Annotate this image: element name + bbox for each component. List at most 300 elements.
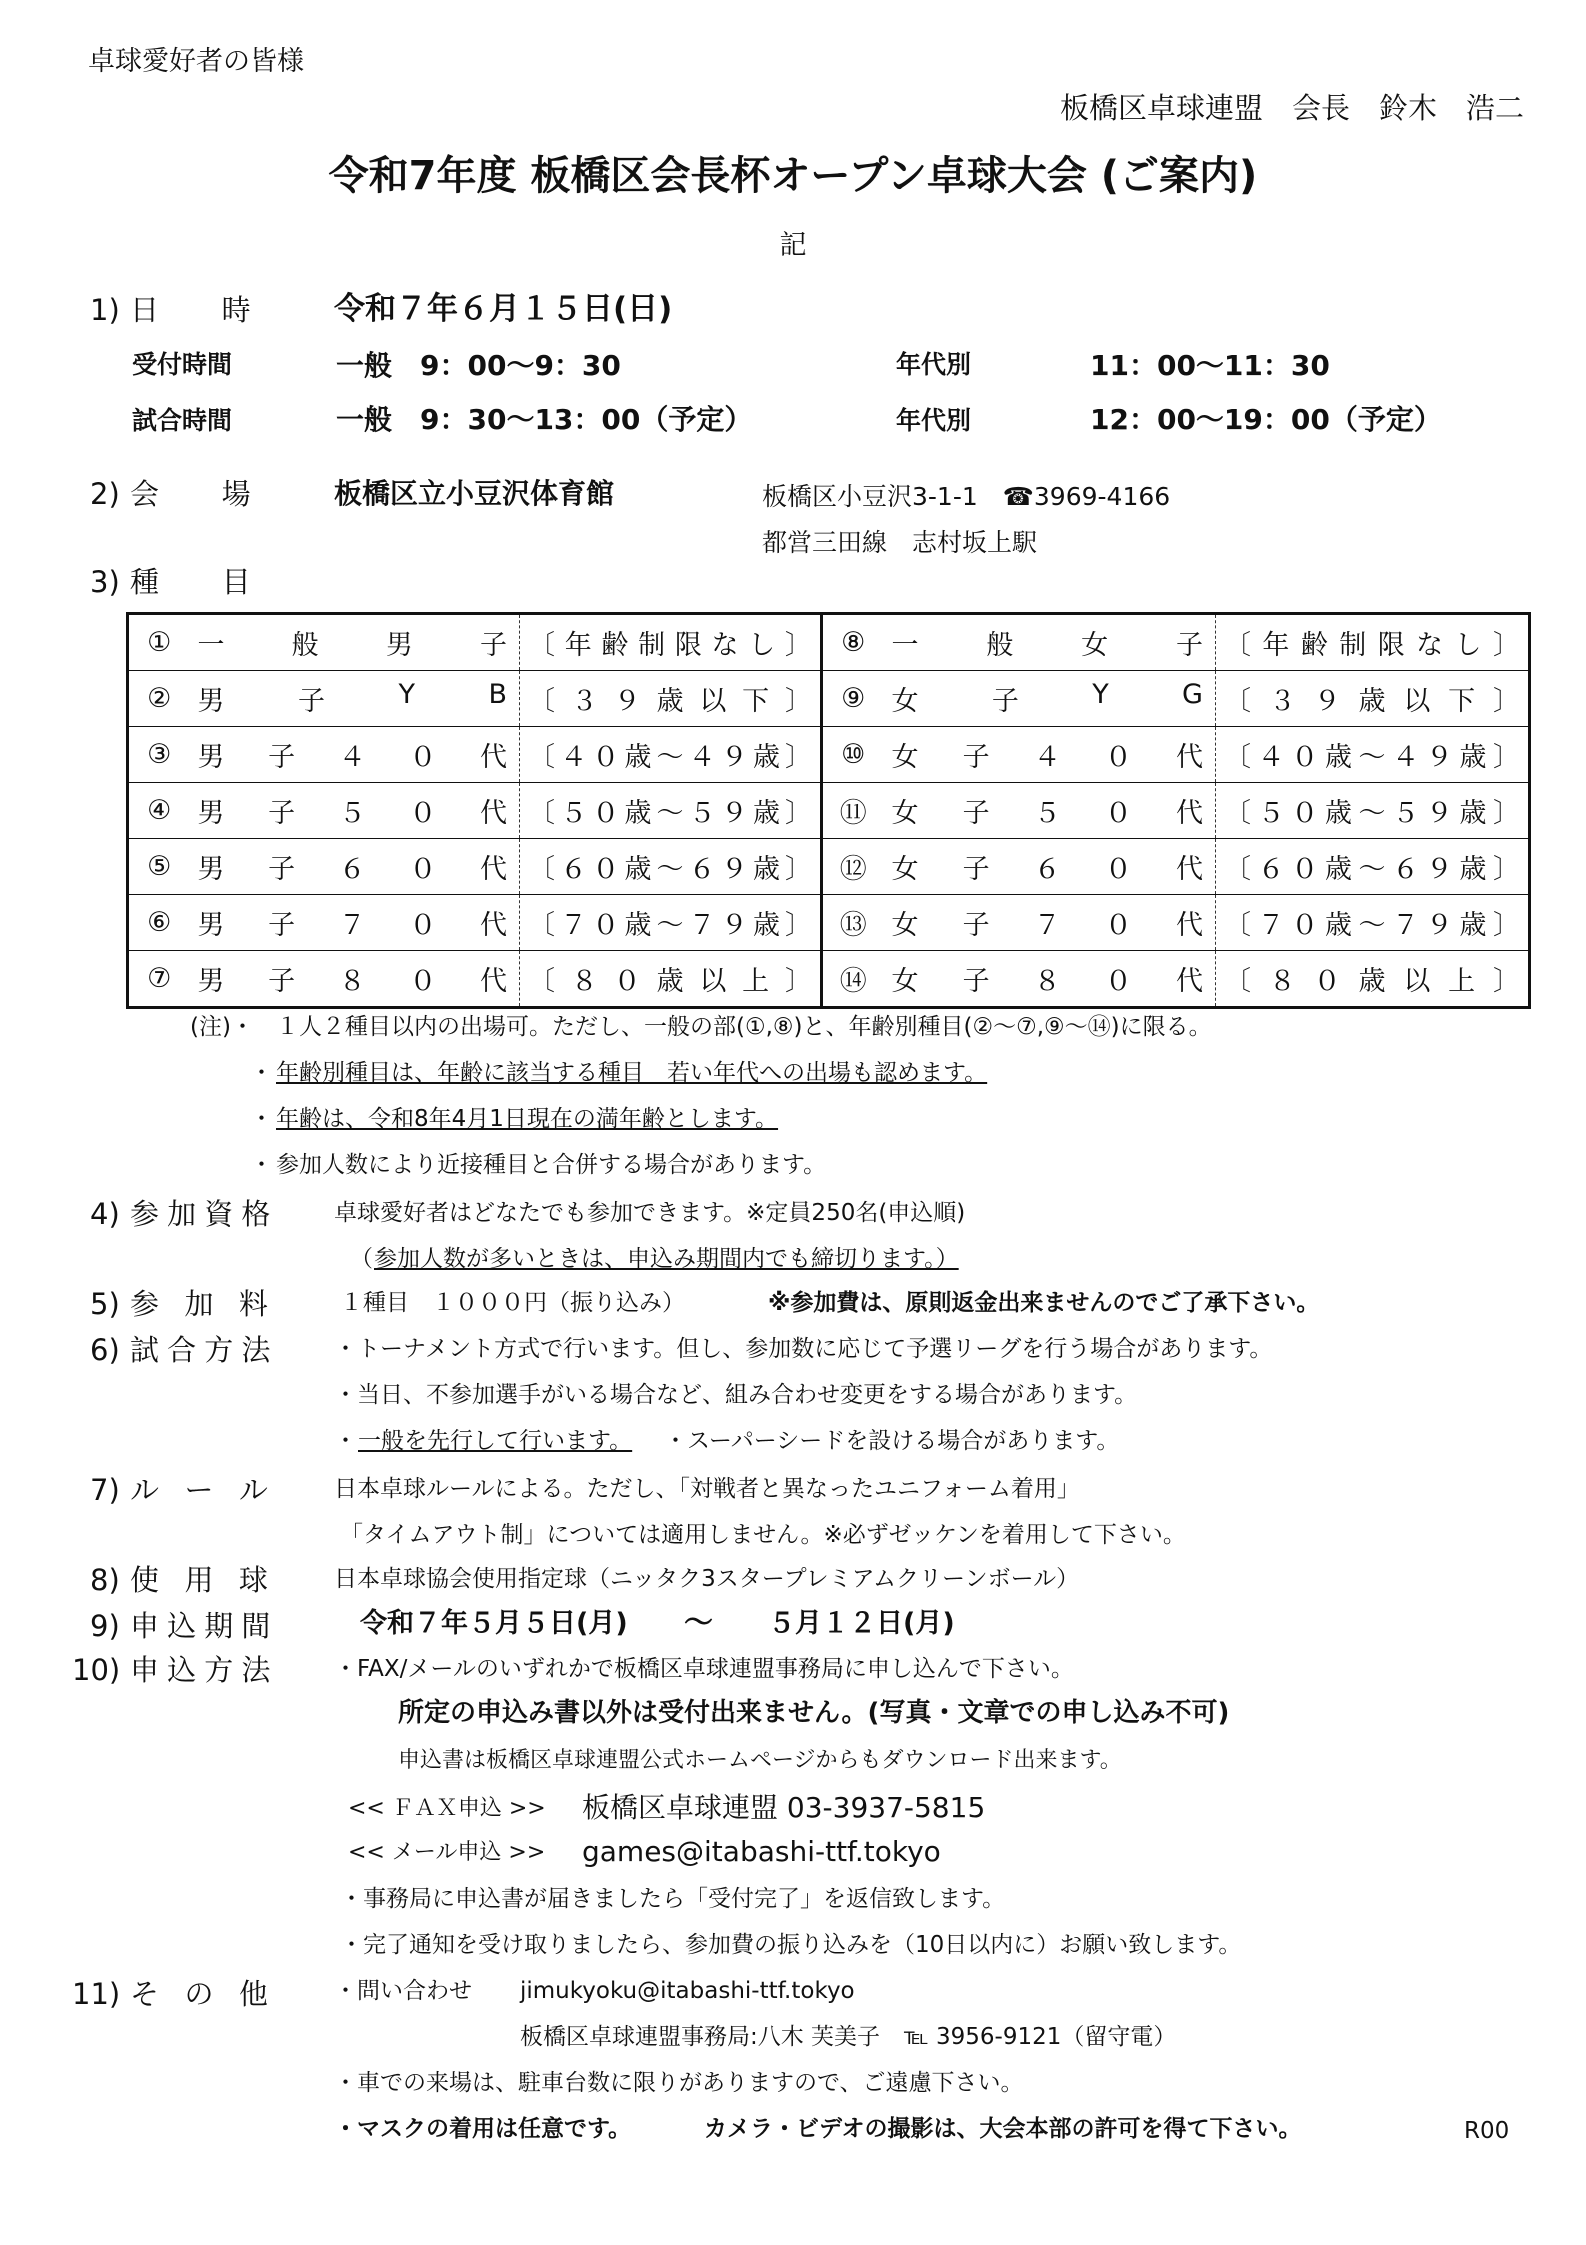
- name-char: 男: [197, 742, 225, 773]
- name-char: ０: [1104, 854, 1132, 885]
- limit-char: 限: [674, 630, 702, 661]
- limit-char: 〕: [1492, 630, 1520, 661]
- note-2-bullet: ・: [250, 1060, 273, 1086]
- women-age-limit-chars: [1224, 791, 1520, 830]
- name-char: ０: [1104, 966, 1132, 997]
- s6-label: 試合方法: [130, 1333, 279, 1367]
- limit-char: 年: [1262, 630, 1290, 661]
- name-char: ０: [409, 910, 437, 941]
- men-event-name: [190, 895, 520, 951]
- name-char: 子: [962, 910, 990, 941]
- men-event-name-chars: [198, 679, 512, 718]
- women-age-limit: [1216, 839, 1530, 895]
- reception-label: 受付時間: [132, 350, 233, 379]
- office-tel: ℡ 3956-9121（留守電）: [904, 2024, 1177, 2050]
- limit-char: ０: [1291, 854, 1319, 885]
- name-char: ８: [338, 966, 366, 997]
- limit-char: 齢: [1300, 630, 1328, 661]
- women-event-name-chars: [892, 623, 1208, 662]
- limit-char: 〕: [784, 630, 812, 661]
- men-event-number: ⑥: [128, 895, 190, 951]
- fax-label: << ＦＡＸ申込 >>: [348, 1796, 546, 1821]
- limit-char: ０: [592, 798, 620, 829]
- limit-char: ６: [1392, 854, 1420, 885]
- name-char: ５: [1033, 798, 1061, 829]
- sender: 板橋区卓球連盟 会長 鈴木 浩二: [1059, 91, 1524, 125]
- limit-char: 歳: [656, 966, 684, 997]
- name-char: 代: [1176, 742, 1203, 773]
- name-char: B: [488, 679, 507, 710]
- match-age: 12：00～19：00（予定）: [1090, 403, 1442, 436]
- men-age-limit-chars: [528, 847, 812, 886]
- limit-char: ４: [560, 742, 588, 773]
- s10-form-warning: 所定の申込み書以外は受付出来ません。(写真・文章での申し込み不可): [398, 1698, 1230, 1728]
- women-event-name-chars: [892, 847, 1208, 886]
- s6-line-3b: ・スーパーシードを設ける場合があります。: [664, 1428, 1120, 1454]
- women-event-number: ⑧: [822, 614, 884, 671]
- name-char: 代: [480, 798, 507, 829]
- camera-notice: カメラ・ビデオの撮影は、大会本部の許可を得て下さい。: [704, 2116, 1302, 2142]
- s11-label: そ の 他: [130, 1977, 277, 2011]
- name-char: ０: [409, 742, 437, 773]
- men-event-number: ⑤: [128, 839, 190, 895]
- limit-char: な: [711, 630, 739, 661]
- s1-label: 日 時: [130, 293, 259, 327]
- entry-fee: １種目 １０００円（振り込み）: [340, 1290, 685, 1316]
- name-char: 子: [962, 798, 990, 829]
- limit-char: ９: [613, 686, 641, 717]
- s10-download: 申込書は板橋区卓球連盟公式ホームページからもダウンロード出来ます。: [398, 1748, 1122, 1773]
- table-row: [128, 727, 1530, 783]
- limit-char: 〕: [785, 798, 812, 829]
- limit-char: ３: [570, 686, 598, 717]
- women-age-limit-chars: [1224, 679, 1520, 718]
- limit-char: ７: [1392, 910, 1420, 941]
- limit-char: ０: [592, 910, 620, 941]
- limit-char: ０: [1291, 798, 1319, 829]
- name-char: 子: [479, 630, 507, 661]
- limit-char: 上: [742, 966, 770, 997]
- men-event-name-chars: [198, 623, 512, 662]
- limit-char: な: [1416, 630, 1444, 661]
- note-4-bullet: ・: [250, 1152, 273, 1178]
- limit-char: ９: [1425, 742, 1453, 773]
- limit-char: 下: [742, 686, 770, 717]
- mail-address: games@itabashi-ttf.tokyo: [582, 1835, 941, 1868]
- name-char: Y: [398, 679, 415, 710]
- limit-char: ０: [1313, 966, 1341, 997]
- s2-label: 会 場: [130, 477, 259, 511]
- limit-char: ～: [1358, 742, 1386, 773]
- name-char: 男: [385, 630, 413, 661]
- name-char: 子: [1175, 630, 1203, 661]
- women-event-name-chars: [892, 735, 1208, 774]
- men-age-limit-chars: [528, 679, 812, 718]
- match-age-label: 年代別: [896, 406, 972, 435]
- s10-line-5: ・完了通知を受け取りましたら、参加費の振り込みを（10日以内に）お願い致します。: [340, 1932, 1242, 1958]
- limit-char: ９: [720, 910, 748, 941]
- limit-char: 歳: [1459, 798, 1487, 829]
- limit-char: 歳: [1459, 910, 1487, 941]
- limit-char: ０: [613, 966, 641, 997]
- s5-label: 参 加 料: [130, 1287, 277, 1321]
- men-event-name-chars: [198, 959, 512, 998]
- women-event-name: [884, 951, 1216, 1008]
- limit-char: 〔: [528, 742, 555, 773]
- name-char: 般: [986, 630, 1014, 661]
- women-age-limit-chars: [1224, 735, 1520, 774]
- table-row: [128, 783, 1530, 839]
- women-event-name: [884, 727, 1216, 783]
- women-age-limit-chars: [1224, 623, 1520, 662]
- table-row: [128, 895, 1530, 951]
- fax-number: 板橋区卓球連盟 03-3937-5815: [582, 1791, 986, 1824]
- name-char: ０: [409, 854, 437, 885]
- limit-char: 歳: [1324, 742, 1352, 773]
- office-contact: 板橋区卓球連盟事務局:八木 芙美子: [520, 2024, 881, 2050]
- limit-char: ０: [592, 854, 620, 885]
- limit-char: ７: [688, 910, 716, 941]
- s8-label: 使 用 球: [130, 1563, 277, 1597]
- s3-label: 種 目: [130, 565, 259, 599]
- name-char: 男: [197, 686, 225, 717]
- limit-char: ４: [1392, 742, 1420, 773]
- name-char: 一: [197, 630, 225, 661]
- name-char: ７: [1033, 910, 1061, 941]
- women-event-name: [884, 783, 1216, 839]
- name-char: 代: [1176, 798, 1203, 829]
- limit-char: 歳: [1324, 910, 1352, 941]
- s6-line-3-bullet: ・: [334, 1428, 357, 1454]
- men-age-limit-chars: [528, 903, 812, 942]
- name-char: ５: [338, 798, 366, 829]
- men-event-name: [190, 671, 520, 727]
- women-age-limit-chars: [1224, 959, 1520, 998]
- name-char: ６: [338, 854, 366, 885]
- s6-num: 6): [90, 1333, 120, 1367]
- limit-char: 歳: [1324, 854, 1352, 885]
- s9-label: 申込期間: [130, 1609, 279, 1643]
- limit-char: 〔: [1224, 798, 1251, 829]
- s8-num: 8): [90, 1563, 120, 1597]
- refund-warning: ※参加費は、原則返金出来ませんのでご了承下さい。: [768, 1290, 1320, 1316]
- limit-char: ～: [656, 854, 684, 885]
- name-char: 代: [480, 910, 507, 941]
- apply-start: 令和７年５月５日(月): [360, 1608, 628, 1639]
- limit-char: ９: [720, 798, 748, 829]
- name-char: 代: [1176, 966, 1203, 997]
- women-event-name: [884, 671, 1216, 727]
- s1-num: 1): [90, 293, 120, 327]
- name-char: 子: [268, 798, 296, 829]
- limit-char: ７: [560, 910, 588, 941]
- limit-char: ０: [592, 742, 620, 773]
- name-char: ０: [1104, 798, 1132, 829]
- name-char: 男: [197, 910, 225, 941]
- s10-line-4: ・事務局に申込書が届きましたら「受付完了」を返信致します。: [340, 1886, 1006, 1912]
- men-event-name: [190, 951, 520, 1008]
- name-char: ４: [1033, 742, 1061, 773]
- note-prefix: (注)・: [190, 1014, 254, 1040]
- table-row: [128, 671, 1530, 727]
- women-age-limit: [1216, 895, 1530, 951]
- women-event-name-chars: [892, 791, 1208, 830]
- name-char: 女: [891, 686, 919, 717]
- limit-char: ４: [1257, 742, 1285, 773]
- name-char: ７: [338, 910, 366, 941]
- limit-char: 〕: [1493, 854, 1520, 885]
- limit-char: 歳: [1358, 966, 1386, 997]
- limit-char: 歳: [752, 742, 780, 773]
- name-char: ０: [409, 966, 437, 997]
- s3-num: 3): [90, 565, 120, 599]
- name-char: 子: [268, 854, 296, 885]
- limit-char: ９: [1425, 854, 1453, 885]
- men-event-name: [190, 783, 520, 839]
- limit-char: ０: [1291, 742, 1319, 773]
- limit-char: ～: [656, 742, 684, 773]
- limit-char: 〕: [1493, 910, 1520, 941]
- name-char: 男: [197, 854, 225, 885]
- limit-char: 〕: [1493, 742, 1520, 773]
- limit-char: ９: [1425, 798, 1453, 829]
- limit-char: ３: [1268, 686, 1296, 717]
- limit-char: 歳: [752, 910, 780, 941]
- limit-char: 〔: [1224, 630, 1251, 661]
- name-char: 子: [991, 686, 1019, 717]
- name-char: ０: [1104, 742, 1132, 773]
- limit-char: ５: [560, 798, 588, 829]
- men-age-limit-chars: [528, 735, 812, 774]
- name-char: ６: [1033, 854, 1061, 885]
- s9-num: 9): [90, 1609, 120, 1643]
- limit-char: 〔: [1224, 910, 1251, 941]
- limit-char: ６: [1257, 854, 1285, 885]
- name-char: ８: [1033, 966, 1061, 997]
- event-date: 令和７年６月１５日(日): [334, 291, 673, 327]
- limit-char: ～: [1358, 854, 1386, 885]
- limit-char: 歳: [624, 798, 652, 829]
- venue-name: 板橋区立小豆沢体育館: [334, 477, 615, 510]
- limit-char: 〔: [1224, 686, 1251, 717]
- car-notice: ・車での来場は、駐車台数に限りがありますので、ご遠慮下さい。: [334, 2070, 1024, 2096]
- limit-char: 〕: [785, 854, 812, 885]
- limit-char: 〔: [1224, 854, 1251, 885]
- men-event-name-chars: [198, 903, 512, 942]
- name-char: ０: [1104, 910, 1132, 941]
- limit-char: 制: [638, 630, 666, 661]
- women-age-limit: [1216, 671, 1530, 727]
- s6-line-2: ・当日、不参加選手がいる場合など、組み合わせ変更をする場合があります。: [334, 1382, 1138, 1408]
- page-title: 令和7年度 板橋区会長杯オープン卓球大会 (ご案内): [328, 153, 1258, 199]
- name-char: 女: [891, 910, 919, 941]
- name-char: 子: [297, 686, 325, 717]
- s6-line-1: ・トーナメント方式で行います。但し、参加数に応じて予選リーグを行う場合があります。: [334, 1336, 1273, 1362]
- limit-char: し: [1454, 630, 1482, 661]
- men-event-number: ①: [128, 614, 190, 671]
- men-age-limit: [520, 951, 822, 1008]
- note-3-bullet: ・: [250, 1106, 273, 1132]
- s7-line-2: 「タイムアウト制」については適用しません。※必ずゼッケンを着用して下さい。: [340, 1522, 1186, 1548]
- apply-tilde: ～: [684, 1605, 714, 1639]
- limit-char: ～: [1358, 910, 1386, 941]
- limit-char: 歳: [752, 854, 780, 885]
- s4-num: 4): [90, 1197, 120, 1231]
- men-age-limit-chars: [528, 623, 812, 662]
- name-char: 子: [268, 966, 296, 997]
- name-char: G: [1182, 679, 1203, 710]
- men-event-name: [190, 727, 520, 783]
- men-event-number: ③: [128, 727, 190, 783]
- limit-char: ６: [560, 854, 588, 885]
- men-age-limit: [520, 839, 822, 895]
- women-event-number: ⑨: [822, 671, 884, 727]
- limit-char: ６: [688, 854, 716, 885]
- limit-char: 〔: [528, 854, 555, 885]
- limit-char: ９: [1313, 686, 1341, 717]
- name-char: 子: [268, 742, 296, 773]
- men-age-limit-chars: [528, 791, 812, 830]
- limit-char: 年: [564, 630, 592, 661]
- limit-char: 以: [1403, 966, 1431, 997]
- women-age-limit: [1216, 951, 1530, 1008]
- name-char: 女: [891, 854, 919, 885]
- s4-line-2: 参加人数が多いときは、申込み期間内でも締切ります。）: [374, 1246, 959, 1272]
- greeting: 卓球愛好者の皆様: [88, 46, 304, 77]
- name-char: 代: [480, 742, 507, 773]
- men-event-name-chars: [198, 735, 512, 774]
- limit-char: 歳: [624, 742, 652, 773]
- s8-line-1: 日本卓球協会使用指定球（ニッタク3スタープレミアムクリーンボール）: [334, 1566, 1080, 1592]
- limit-char: ～: [656, 910, 684, 941]
- men-age-limit: [520, 783, 822, 839]
- s4-line-2-paren: （: [350, 1246, 373, 1272]
- mask-notice: ・マスクの着用は任意です。: [334, 2116, 632, 2142]
- women-event-name: [884, 614, 1216, 671]
- limit-char: 〔: [1224, 966, 1251, 997]
- doc-code: R00: [1464, 2118, 1510, 2144]
- s10-num: 10): [72, 1653, 121, 1687]
- limit-char: ～: [656, 798, 684, 829]
- mail-label: << メール申込 >>: [348, 1840, 546, 1865]
- name-char: ０: [409, 798, 437, 829]
- name-char: 代: [1176, 910, 1203, 941]
- note-1: １人２種目以内の出場可。ただし、一般の部(①,⑧)と、年齢別種目(②～⑦,⑨～⑭)に限る。: [276, 1014, 1212, 1040]
- men-event-number: ⑦: [128, 951, 190, 1008]
- women-event-number: ⑭: [822, 951, 884, 1008]
- limit-char: 以: [699, 686, 727, 717]
- limit-char: ５: [688, 798, 716, 829]
- limit-char: 制: [1339, 630, 1367, 661]
- limit-char: 歳: [1358, 686, 1386, 717]
- limit-char: ０: [1291, 910, 1319, 941]
- women-event-number: ⑫: [822, 839, 884, 895]
- limit-char: 〕: [785, 742, 812, 773]
- limit-char: 〔: [528, 798, 555, 829]
- match-label: 試合時間: [132, 406, 233, 435]
- note-3: 年齢は、令和8年4月1日現在の満年齢とします。: [276, 1106, 779, 1132]
- men-event-number: ④: [128, 783, 190, 839]
- ki-mark: 記: [779, 230, 807, 261]
- name-char: 子: [962, 966, 990, 997]
- s5-num: 5): [90, 1287, 120, 1321]
- women-event-number: ⑪: [822, 783, 884, 839]
- women-age-limit: [1216, 614, 1530, 671]
- limit-char: 齢: [601, 630, 629, 661]
- name-char: 女: [891, 966, 919, 997]
- limit-char: 下: [1448, 686, 1476, 717]
- men-event-name-chars: [198, 847, 512, 886]
- match-general: 一般 9：30～13：00（予定）: [336, 403, 753, 436]
- table-row: [128, 839, 1530, 895]
- limit-char: 〕: [1492, 686, 1520, 717]
- women-event-name: [884, 839, 1216, 895]
- s4-label: 参加資格: [130, 1197, 279, 1231]
- limit-char: 歳: [624, 854, 652, 885]
- limit-char: 歳: [656, 686, 684, 717]
- limit-char: 歳: [752, 798, 780, 829]
- men-age-limit: [520, 895, 822, 951]
- men-event-name-chars: [198, 791, 512, 830]
- s7-label: ル ー ル: [130, 1473, 277, 1507]
- limit-char: ～: [1358, 798, 1386, 829]
- name-char: 子: [962, 742, 990, 773]
- limit-char: 歳: [1324, 798, 1352, 829]
- limit-char: 〔: [528, 910, 555, 941]
- women-event-name-chars: [892, 959, 1208, 998]
- limit-char: 歳: [1459, 854, 1487, 885]
- name-char: 女: [891, 798, 919, 829]
- limit-char: 以: [1403, 686, 1431, 717]
- limit-char: 〕: [1493, 798, 1520, 829]
- limit-char: ８: [1268, 966, 1296, 997]
- limit-char: ９: [1425, 910, 1453, 941]
- men-event-number: ②: [128, 671, 190, 727]
- s2-num: 2): [90, 477, 120, 511]
- men-age-limit-chars: [528, 959, 812, 998]
- events-table: [126, 612, 1531, 1009]
- men-age-limit: [520, 614, 822, 671]
- inquiry-label: ・問い合わせ: [334, 1978, 472, 2004]
- men-age-limit: [520, 727, 822, 783]
- reception-age: 11：00～11：30: [1090, 349, 1330, 382]
- name-char: Y: [1092, 679, 1109, 710]
- s10-label: 申込方法: [130, 1653, 279, 1687]
- reception-general: 一般 9：00～9：30: [336, 349, 621, 382]
- limit-char: 〕: [1492, 966, 1520, 997]
- name-char: 代: [480, 854, 507, 885]
- limit-char: 歳: [624, 910, 652, 941]
- name-char: 男: [197, 966, 225, 997]
- limit-char: ５: [1392, 798, 1420, 829]
- name-char: 女: [891, 742, 919, 773]
- note-2: 年齢別種目は、年齢に該当する種目 若い年代への出場も認めます。: [276, 1060, 988, 1086]
- limit-char: 〔: [528, 686, 555, 717]
- table-row: [128, 614, 1530, 671]
- limit-char: ５: [1257, 798, 1285, 829]
- limit-char: 〔: [1224, 742, 1251, 773]
- men-age-limit: [520, 671, 822, 727]
- limit-char: 限: [1377, 630, 1405, 661]
- limit-char: 〕: [784, 686, 812, 717]
- name-char: 代: [1176, 854, 1203, 885]
- women-age-limit-chars: [1224, 903, 1520, 942]
- women-event-name: [884, 895, 1216, 951]
- men-event-name: [190, 839, 520, 895]
- limit-char: 上: [1448, 966, 1476, 997]
- limit-char: し: [748, 630, 776, 661]
- reception-age-label: 年代別: [896, 350, 972, 379]
